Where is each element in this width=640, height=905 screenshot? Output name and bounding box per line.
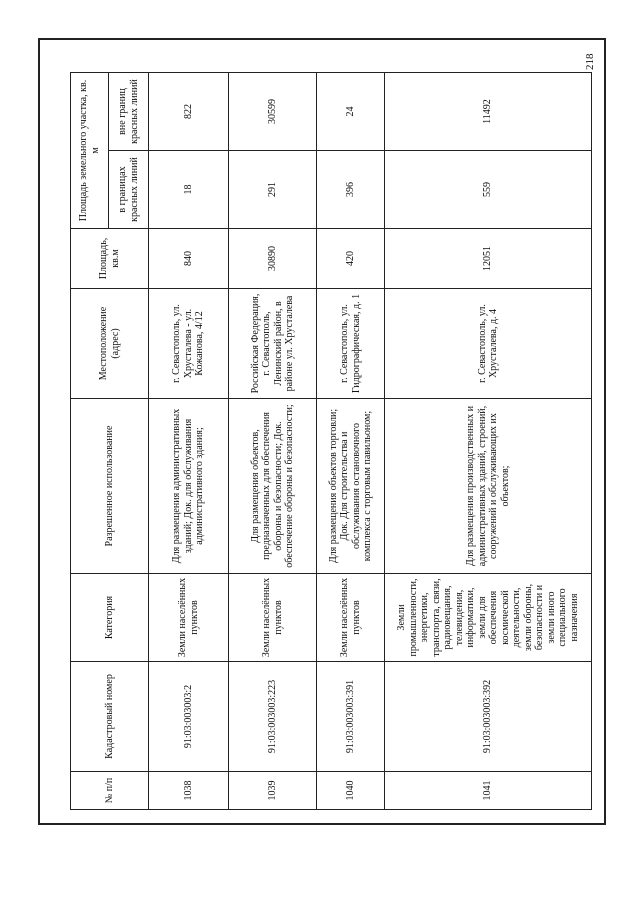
cell-outside: 822	[149, 73, 229, 151]
header-num: № п/п	[71, 772, 149, 810]
header-use: Разрешенное использование	[71, 399, 149, 574]
table-row	[149, 73, 229, 810]
cell-use: Для размещения административных зданий; Док. для обслуживания административного здания;	[149, 399, 229, 574]
table-row	[317, 73, 385, 810]
table-row	[229, 73, 317, 810]
cell-area: 12051	[385, 229, 592, 289]
cell-cadastral: 91:03:003003:392	[385, 662, 592, 772]
cell-use: Для размещения объектов, предназначенных для обеспечения обороны и безопасности; Док. обеспечение обороны и безопасности;	[229, 399, 317, 574]
header-cadastral: Кадастровый номер	[71, 662, 149, 772]
cell-inside: 291	[229, 151, 317, 229]
cell-area: 420	[317, 229, 385, 289]
rotated-table-container	[70, 73, 592, 810]
header-land-area: Площадь земельного участка, кв. м	[71, 73, 109, 229]
cell-outside: 11492	[385, 73, 592, 151]
cell-category: Земли населённых пунктов	[149, 574, 229, 662]
cell-category: Земли населённых пунктов	[317, 574, 385, 662]
cell-outside: 30599	[229, 73, 317, 151]
cell-category: Земли промышленности, энергетики, транспорта, связи, радиовещания, телевидения, информатики, земли для обеспечения космической деятельности, земли обороны, безопасности и земли иного специального назначения	[385, 574, 592, 662]
table-row	[385, 73, 592, 810]
cell-outside: 24	[317, 73, 385, 151]
cell-cadastral: 91:03:003003:391	[317, 662, 385, 772]
cell-category: Земли населённых пунктов	[229, 574, 317, 662]
cell-use: Для размещения производственных и административных зданий, строений, сооружений и обслуживающих их объектов;	[385, 399, 592, 574]
cell-location: Российская Федерация, г. Севастополь, Ленинский район, в районе ул. Хрусталева	[229, 289, 317, 399]
header-area: Площадь, кв.м	[71, 229, 149, 289]
cell-num: 1040	[317, 772, 385, 810]
cell-use: Для размещения объектов торговли; Док. Для строительства и обслуживания остановочного комплекса с торговым павильоном;	[317, 399, 385, 574]
land-plots-table	[70, 72, 592, 810]
header-inside: в границах красных линий	[109, 151, 149, 229]
cell-cadastral: 91:03:003003:223	[229, 662, 317, 772]
cell-inside: 559	[385, 151, 592, 229]
cell-area: 840	[149, 229, 229, 289]
cell-inside: 18	[149, 151, 229, 229]
cell-location: г. Севастополь, ул. Гидрографическая, д. 1	[317, 289, 385, 399]
header-outside: вне границ красных линий	[109, 73, 149, 151]
cell-inside: 396	[317, 151, 385, 229]
cell-cadastral: 91:03:003003:2	[149, 662, 229, 772]
header-location: Местоположение (адрес)	[71, 289, 149, 399]
cell-location: г. Севастополь, ул. Хрусталева, д. 4	[385, 289, 592, 399]
header-category: Категория	[71, 574, 149, 662]
cell-num: 1038	[149, 772, 229, 810]
page-number: 218	[584, 53, 596, 70]
cell-num: 1041	[385, 772, 592, 810]
cell-area: 30890	[229, 229, 317, 289]
cell-num: 1039	[229, 772, 317, 810]
cell-location: г. Севастополь, ул. Хрусталева - ул. Кожанова, 4/12	[149, 289, 229, 399]
